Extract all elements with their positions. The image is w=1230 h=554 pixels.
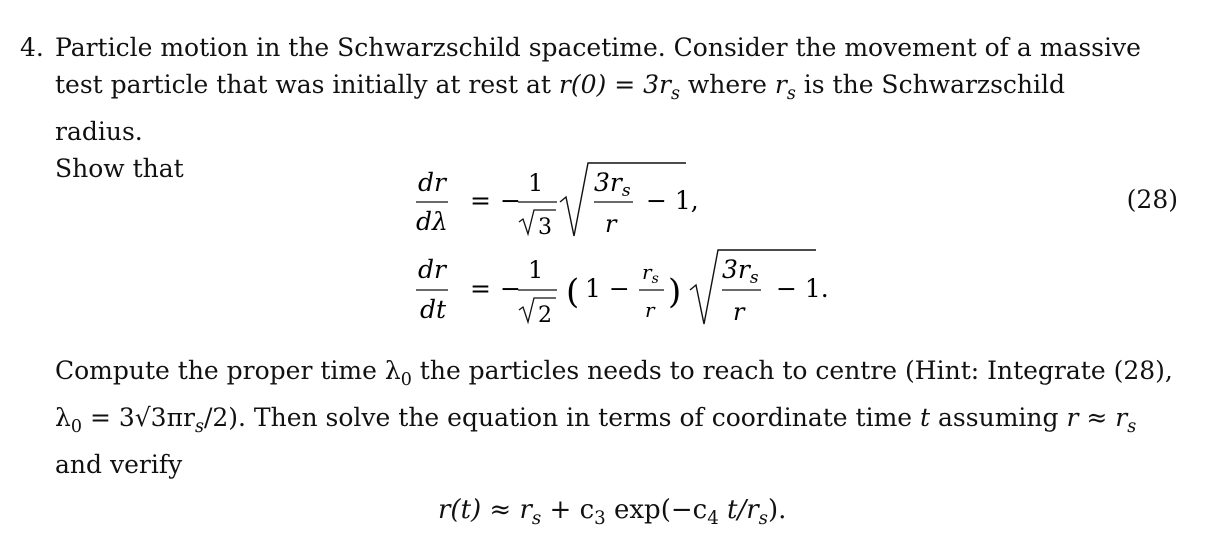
eq1-one: 1 [528, 169, 544, 197]
problem-line-1: Particle motion in the Schwarzschild spacetime. Consider the movement of a massive [55, 33, 1141, 62]
svg-text:r: r [645, 298, 655, 322]
svg-text:1: 1 [528, 256, 544, 284]
follow-up-line-3: and verify [55, 450, 183, 479]
problem-line-3: Show that [55, 154, 184, 183]
eq2-sqrt2: 2 [538, 303, 552, 328]
eq1-numerator-dr: dr [418, 168, 446, 197]
follow-up-line-1: Compute the proper time $\lambda_0$ the particles needs to reach to centre (Hint: Integrate (28), [55, 356, 1173, 390]
eq2-denominator-dt: dt [420, 295, 447, 324]
equation-number: (28) [1126, 185, 1178, 214]
eq1-equals: = [470, 186, 491, 215]
follow-up-text [55, 352, 1185, 483]
svg-text:3rs: $3r_s$ [722, 255, 759, 288]
problem-number: 4. [20, 33, 44, 62]
eq2-paren-open: ( [566, 272, 580, 312]
eq2-tail: − 1. [776, 274, 829, 303]
eq1-tail: − 1, [646, 186, 699, 215]
eq1-3rs: $3r_s$ [594, 168, 631, 201]
eq1-denominator-dlambda: dλ [416, 207, 448, 236]
problem-line-2: test particle that was initially at rest at $r(0) = 3r_s$ where $r_s$ is the Schwarzschild radius. [55, 70, 1066, 146]
svg-text:r: r [605, 210, 617, 238]
eq2-numerator-dr: dr [418, 255, 446, 284]
svg-text:rs: $r_s$ [642, 260, 659, 287]
eq1-minus: − [500, 186, 521, 215]
svg-text:1 −: 1 − [585, 274, 630, 303]
final-equation: $r(t) \approx r_s + c_3$ $\exp(-c_4$ $t/r_s$). [438, 495, 787, 530]
svg-text:−: − [500, 274, 521, 303]
eq1-sqrt3: 3 [538, 215, 552, 240]
svg-text:=: = [470, 274, 491, 303]
eq2-paren-close: ) [668, 272, 682, 312]
follow-up-line-2: $\lambda_0 = 3√3\pi r_s/2$). Then solve the equation in terms of coordinate time t assuming $r \approx r_s$ [55, 403, 1137, 437]
svg-text:r: r [733, 298, 745, 326]
